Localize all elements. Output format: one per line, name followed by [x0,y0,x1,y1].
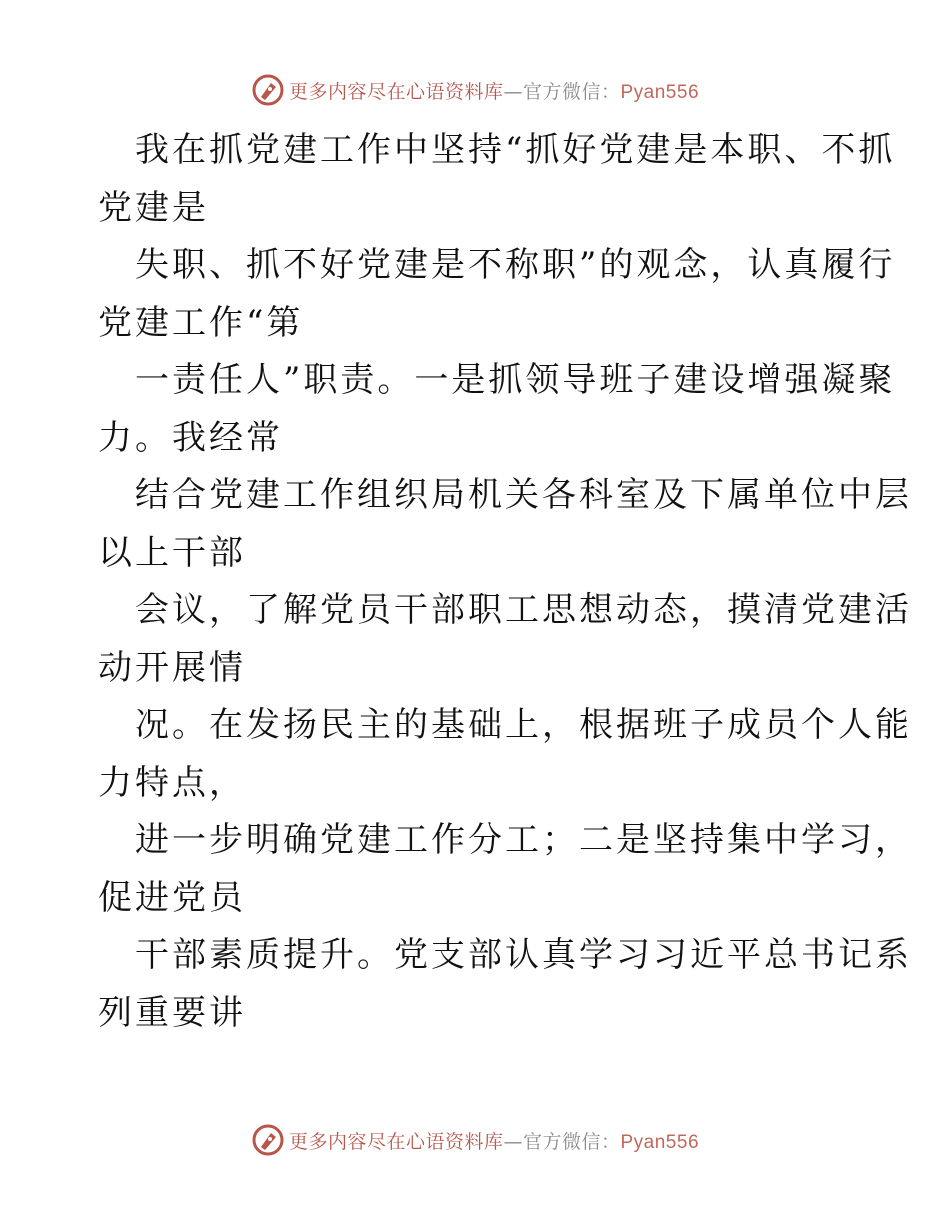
pen-nib-circle-icon [251,1123,285,1157]
watermark-text [289,77,699,104]
watermark-text [289,1127,699,1154]
watermark-brand: 更多内容尽在心语资料库 [288,1130,504,1153]
text-line: 况。在发扬民主的基础上，根据班子成员个人能 [135,705,912,745]
document-body [98,122,912,1042]
text-line: 我在抓党建工作中坚持“抓好党建是本职、不抓 [135,130,896,170]
watermark-separator: — [503,1130,523,1153]
text-line: 党建是 [98,187,209,228]
text-line: 失职、抓不好党建是不称职”的观念，认真履行 [135,245,896,285]
watermark-group [251,73,699,107]
watermark-wechat-id: Pyan556 [620,81,700,103]
text-line: 力特点， [98,762,246,803]
watermark-brand: 更多内容尽在心语资料库 [288,80,504,103]
text-line: 结合党建工作组织局机关各科室及下属单位中层 [135,475,912,515]
watermark-group [251,1123,699,1157]
text-line: 以上干部 [98,532,246,573]
pen-nib-circle-icon [251,73,285,107]
watermark-wechat-label: 官方微信： [522,1130,621,1153]
watermark-separator: — [503,80,523,103]
watermark-wechat-id: Pyan556 [620,1131,700,1153]
text-line: 会议，了解党员干部职工思想动态，摸清党建活 [135,590,912,630]
header-watermark [0,70,950,110]
text-line: 干部素质提升。党支部认真学习习近平总书记系 [135,935,912,975]
text-line: 动开展情 [98,647,246,688]
text-line: 促进党员 [98,877,246,918]
text-line: 党建工作“第 [98,302,304,343]
watermark-wechat-label: 官方微信： [522,80,621,103]
text-line: 进一步明确党建工作分工；二是坚持集中学习， [135,820,912,860]
text-line: 一责任人”职责。一是抓领导班子建设增强凝聚 [135,360,896,400]
text-line: 力。我经常 [98,417,283,458]
footer-watermark [0,1120,950,1160]
text-line: 列重要讲 [98,992,246,1033]
